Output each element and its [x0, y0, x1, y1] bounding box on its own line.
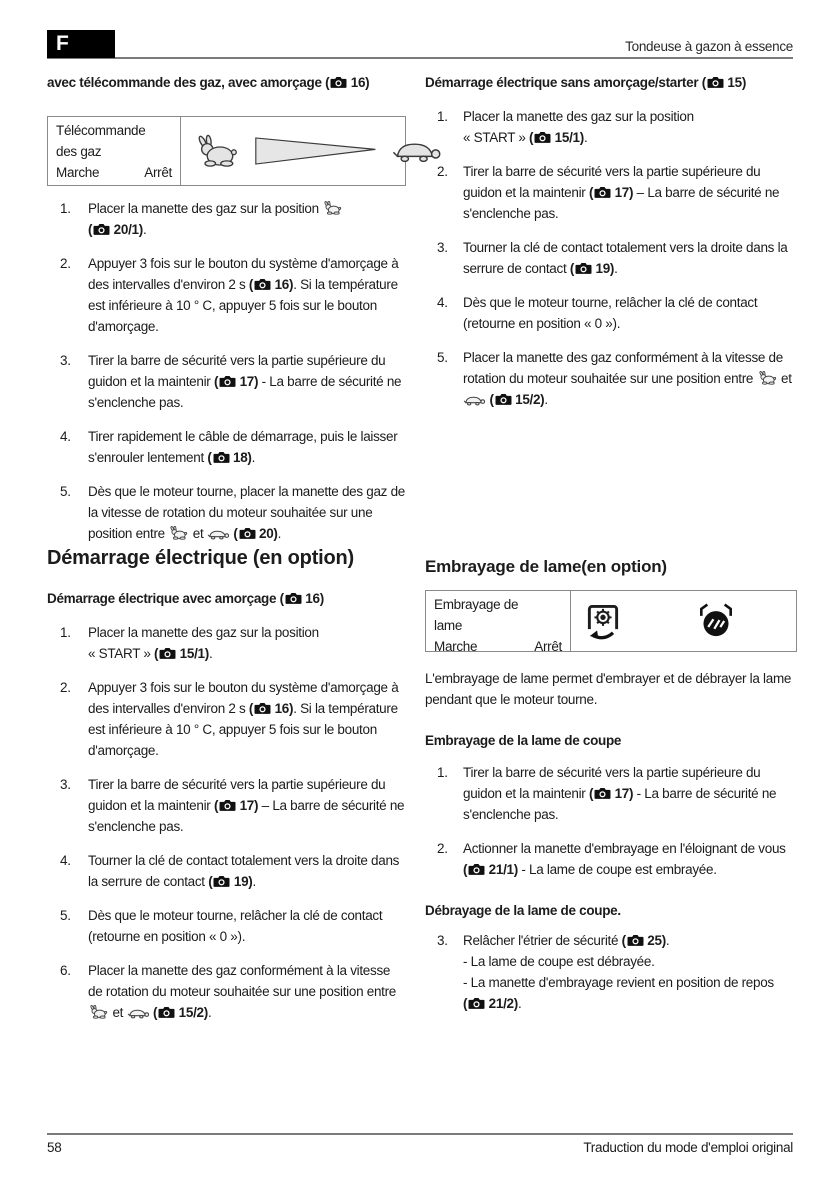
rabbit-icon [757, 371, 778, 385]
list-item-text: Tourner la clé de contact totalement vers la droite dans la serrure de contact ( 19). [463, 240, 788, 276]
list-item-text: Tourner la clé de contact totalement vers la droite dans la serrure de contact ( 19). [88, 853, 400, 889]
blade-table-icons-cell [571, 591, 796, 651]
list-number: 4. [437, 295, 448, 310]
camera-icon [93, 223, 110, 235]
rabbit-icon [88, 1005, 109, 1019]
camera-figure-ref: ( 19) [208, 874, 253, 889]
no-primer-heading: Démarrage électrique sans amorçage/starter ( 15) [425, 75, 747, 90]
camera-figure-ref: ( 15/2) [489, 392, 545, 407]
camera-icon [707, 76, 724, 88]
list-item-text: Appuyer 3 fois sur le bouton du système d'amorçage à des intervalles d'environ 2 s ( 16). Si la température est inférieure à 10 ° C, appuyer 5 fois sur le bouton d'amorçage. [88, 256, 399, 334]
electric-start-heading: Démarrage électrique (en option) [47, 547, 354, 569]
list-item-text: Tirer la barre de sécurité vers la partie supérieure du guidon et la maintenir ( 17) – La barre de sécurité ne s'enclenche pas. [463, 164, 780, 221]
list-item-text: Relâcher l'étrier de sécurité ( 25). - La lame de coupe est débrayée. - La manette d'embrayage revient en position de repos ( 21/2). [463, 933, 774, 1011]
camera-figure-ref: ( 16) [325, 75, 370, 90]
list-number: 3. [437, 240, 448, 255]
list-item-text: Actionner la manette d'embrayage en l'éloignant de vous ( 21/1) - La lame de coupe est embrayée. [463, 841, 786, 877]
list-item [47, 198, 406, 240]
left-column [47, 72, 406, 1023]
list-item [425, 347, 797, 410]
camera-icon [594, 787, 611, 799]
list-item [47, 774, 406, 837]
blade-clutch-heading: Embrayage de lame(en option) [425, 557, 667, 576]
list-number: 3. [60, 777, 71, 792]
list-item-text: Tirer la barre de sécurité vers la partie supérieure du guidon et la maintenir ( 17) - La barre de sécurité ne s'enclenche pas. [88, 353, 402, 410]
camera-icon [285, 592, 302, 604]
camera-icon [254, 702, 271, 714]
rabbit-icon [168, 526, 189, 541]
camera-icon [594, 186, 611, 198]
camera-icon [575, 262, 592, 274]
list-item-text: Appuyer 3 fois sur le bouton du système d'amorçage à des intervalles d'environ 2 s ( 16). Si la température est inférieure à 10 ° C, appuyer 5 fois sur le bouton d'amorçage. [88, 680, 399, 758]
list-number: 2. [60, 256, 71, 271]
list-number: 5. [60, 908, 71, 923]
throttle-on-label: Marche [56, 165, 100, 180]
camera-figure-ref: ( 17) [588, 786, 634, 801]
turtle-icon [463, 392, 486, 407]
blade-onoff-row [434, 636, 562, 657]
electric-primer-steps [47, 622, 406, 1023]
disengage-steps [425, 930, 797, 1014]
list-item-text: Tirer la barre de sécurité vers la partie supérieure du guidon et la maintenir ( 17) - La barre de sécurité ne s'enclenche pas. [463, 765, 777, 822]
camera-icon [534, 131, 551, 143]
camera-figure-ref: ( 20) [233, 526, 278, 541]
engage-blade-heading: Embrayage de la lame de coupe [425, 733, 622, 748]
throttle-table-icons-cell [181, 117, 455, 185]
electric-primer-heading: Démarrage électrique avec amorçage ( 16) [47, 591, 324, 606]
blade-clutch-disengage-icon [697, 601, 735, 641]
throttle-label-line2: des gaz [56, 144, 102, 159]
rabbit-icon [322, 201, 343, 215]
language-tab-label: F [56, 32, 69, 55]
throttle-table-label-cell [48, 117, 181, 185]
list-number: 4. [60, 429, 71, 444]
remote-throttle-heading: avec télécommande des gaz, avec amorçage ( 16) [47, 75, 370, 90]
speed-wedge-icon [255, 132, 377, 170]
camera-icon [158, 1006, 175, 1018]
blade-table-label-cell [426, 591, 571, 654]
header-product-title: Tondeuse à gazon à essence [625, 39, 793, 54]
blade-off-label: Arrêt [534, 639, 562, 654]
list-item-text: Placer la manette des gaz sur la position ( 20/1). [88, 198, 406, 240]
blade-label-line1: Embrayage de [434, 597, 519, 612]
list-number: 2. [437, 164, 448, 179]
list-item-text: Dès que le moteur tourne, placer la manette des gaz de la vitesse de rotation du moteur souhaitée sur une position entre et ( 20). [88, 484, 405, 541]
list-item-text: Placer la manette des gaz sur la position « START » ( 15/1). [88, 625, 319, 661]
list-number: 3. [60, 353, 71, 368]
camera-icon [239, 527, 256, 539]
footer-note: Traduction du mode d'emploi original [583, 1140, 793, 1155]
rabbit-icon [193, 134, 241, 169]
camera-figure-ref: ( 21/2) [463, 996, 518, 1011]
list-number: 1. [60, 201, 71, 216]
list-item-text: Tirer la barre de sécurité vers la partie supérieure du guidon et la maintenir ( 17) – La barre de sécurité ne s'enclenche pas. [88, 777, 405, 834]
blade-clutch-engage-icon [583, 599, 623, 643]
camera-figure-ref: ( 16) [248, 277, 294, 292]
throttle-table [47, 116, 406, 186]
blade-label-line2: lame [434, 618, 463, 633]
camera-figure-ref: ( 15/1) [154, 646, 209, 661]
footer-rule [47, 1133, 793, 1135]
turtle-icon [207, 526, 230, 541]
list-item [425, 106, 797, 148]
camera-figure-ref: ( 19) [569, 261, 615, 276]
camera-figure-ref: ( 21/1) [463, 862, 518, 877]
camera-figure-ref: ( 20/1) [88, 222, 143, 237]
list-item-text: Placer la manette des gaz sur la position « START » ( 15/1). [463, 109, 694, 145]
list-number: 2. [60, 680, 71, 695]
turtle-icon [207, 529, 230, 540]
camera-icon [468, 863, 485, 875]
list-number: 1. [437, 109, 448, 124]
camera-icon [219, 375, 236, 387]
camera-figure-ref: ( 15/2) [153, 1005, 208, 1020]
rabbit-icon [757, 371, 778, 386]
camera-figure-ref: ( 17) [213, 798, 259, 813]
camera-icon [219, 799, 236, 811]
list-item [47, 905, 406, 947]
list-item [425, 838, 797, 880]
turtle-icon [463, 395, 486, 406]
camera-icon [330, 76, 347, 88]
pull-start-steps [47, 198, 406, 544]
right-column [425, 72, 797, 1014]
camera-figure-ref: ( 17) [588, 185, 634, 200]
blade-clutch-description: L'embrayage de lame permet d'embrayer et de débrayer la lame pendant que le moteur tourne. [425, 671, 792, 707]
list-item [47, 622, 406, 664]
camera-icon [254, 278, 271, 290]
list-item [47, 677, 406, 761]
camera-icon [159, 647, 176, 659]
list-item [47, 850, 406, 892]
list-number: 5. [60, 484, 71, 499]
rabbit-icon [88, 1005, 109, 1020]
list-item [425, 237, 797, 279]
list-item-text: Placer la manette des gaz conformément à la vitesse de rotation du moteur souhaitée sur une position entre et ( 15/2). [88, 963, 397, 1020]
turtle-icon [127, 1008, 150, 1019]
list-number: 1. [60, 625, 71, 640]
no-primer-steps [425, 106, 797, 410]
camera-figure-ref: ( 16) [248, 701, 294, 716]
list-item-text: Dès que le moteur tourne, relâcher la clé de contact (retourne en position « 0 »). [88, 908, 383, 944]
list-item [425, 930, 797, 1014]
list-number: 5. [437, 350, 448, 365]
list-number: 3. [437, 933, 448, 948]
camera-icon [468, 997, 485, 1009]
camera-figure-ref: ( 15/1) [529, 130, 584, 145]
list-item [425, 161, 797, 224]
list-number: 6. [60, 963, 71, 978]
throttle-label-line1: Télécommande [56, 123, 146, 138]
camera-figure-ref: ( 16) [279, 591, 324, 606]
throttle-onoff-row [56, 162, 172, 183]
list-number: 4. [60, 853, 71, 868]
camera-figure-ref: ( 15) [701, 75, 747, 90]
list-item [425, 292, 797, 334]
language-tab [47, 30, 115, 58]
list-item-text: Dès que le moteur tourne, relâcher la clé de contact (retourne en position « 0 »). [463, 295, 758, 331]
camera-figure-ref: ( 18) [207, 450, 252, 465]
page-number: 58 [47, 1140, 62, 1155]
rabbit-icon [168, 526, 189, 540]
list-item [47, 350, 406, 413]
disengage-blade-heading: Débrayage de la lame de coupe. [425, 903, 621, 918]
camera-icon [213, 451, 230, 463]
list-item [47, 960, 406, 1023]
engage-steps [425, 762, 797, 880]
list-item [47, 426, 406, 468]
blade-on-label: Marche [434, 639, 478, 654]
turtle-icon [127, 1005, 150, 1020]
camera-icon [213, 875, 230, 887]
blade-clutch-table [425, 590, 797, 652]
list-item-text: Tirer rapidement le câble de démarrage, puis le laisser s'enrouler lentement ( 18). [88, 429, 398, 465]
camera-figure-ref: ( 25) [621, 933, 666, 948]
camera-icon [495, 393, 512, 405]
list-item [47, 481, 406, 544]
list-item-text: Placer la manette des gaz conformément à la vitesse de rotation du moteur souhaitée sur une position entre et ( 15/2). [463, 350, 792, 407]
list-number: 1. [437, 765, 448, 780]
list-item [47, 253, 406, 337]
camera-icon [627, 934, 644, 946]
list-item [425, 762, 797, 825]
camera-figure-ref: ( 17) [213, 374, 259, 389]
header-rule [47, 57, 793, 59]
throttle-off-label: Arrêt [144, 165, 172, 180]
rabbit-icon [322, 201, 343, 216]
list-number: 2. [437, 841, 448, 856]
